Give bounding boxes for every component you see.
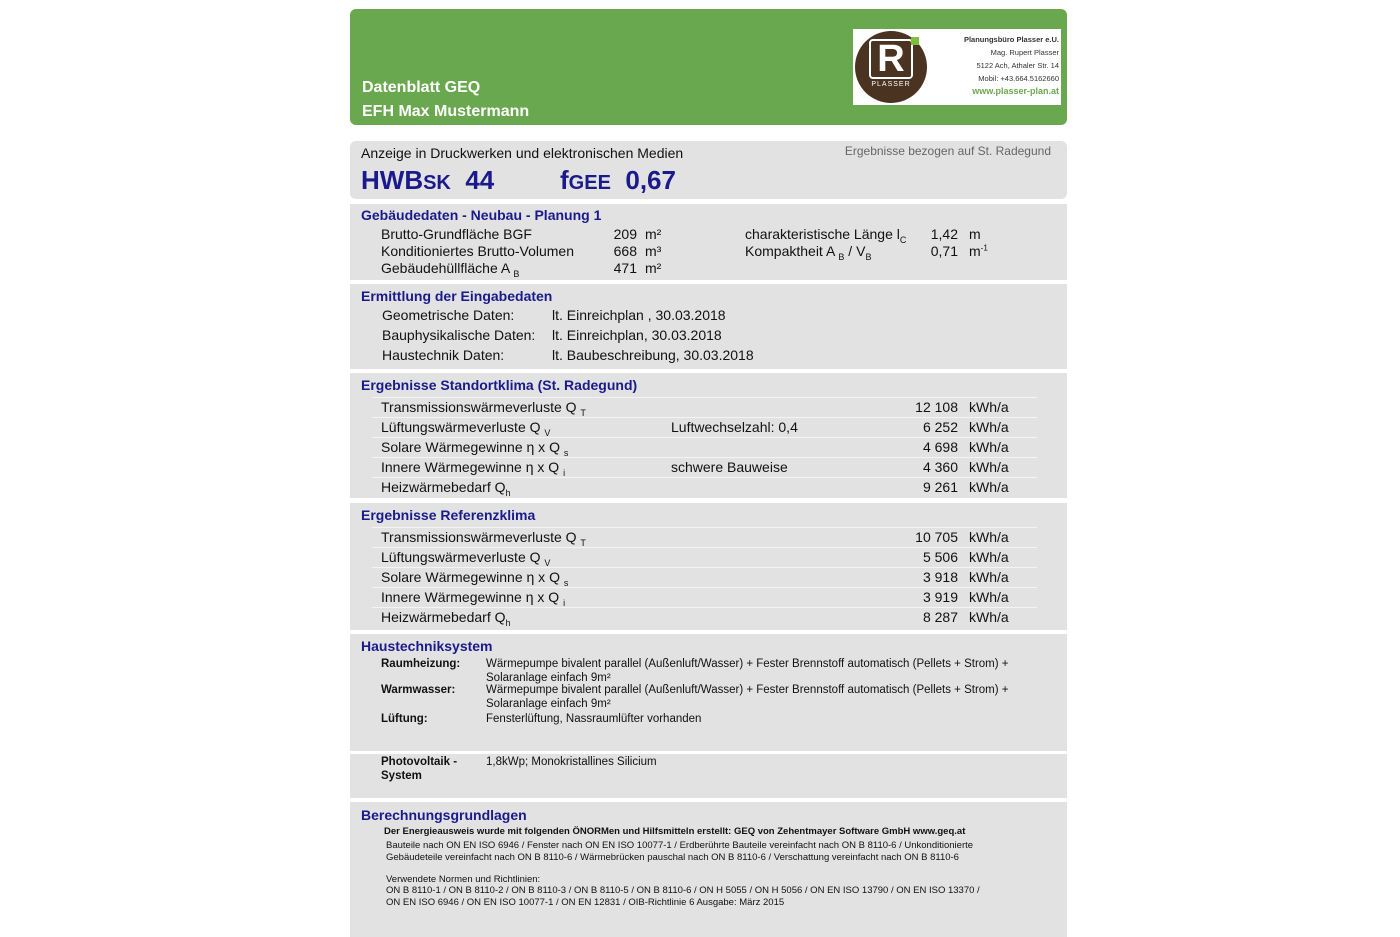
result-row: Solare Wärmegewinne η x Q $_s$ [381, 569, 569, 588]
hwb-indicator: HWBSK 44 [361, 165, 495, 195]
logo-phone: Mobil: +43.664.5162660 [978, 74, 1059, 83]
result-row: Innere Wärmegewinne η x Q $_i$ [381, 589, 566, 608]
berechnungsgrundlagen-section: Berechnungsgrundlagen Der Energieausweis wurde mit folgenden ÖNORMen und Hilfsmitteln erstellt: GEQ von Zehentmayer Software GmbH www.geq.at Bauteile nach ON EN ISO 6946 / Fenster nach ON EN ISO 10077-1 / Erdberührte Bauteile vereinfacht nach ON B 8110-6 / Unkonditionierte Gebäudeteile vereinfacht nach ON B 8110-6 / Wärmebrücken pauschal nach ON B 8110-6 / Verschattung vereinfacht nach ON B 8110-6 Verwendete Normen und Richtlinien: ON B 8110-1 / ON B 8110-2 / ON B 8110-3 / ON B 8110-5 / ON B 8110-6 / ON H 5055 / ON H 5056 / ON EN ISO 13790 / ON EN ISO 13370 / ON EN ISO 6946 / ON EN ISO 10077-1 / ON EN 12831 / OIB-Richtlinie 6 Ausgabe: März 2015 [350, 802, 1067, 937]
section-title: Ermittlung der Eingabedaten [361, 288, 553, 304]
result-row: Innere Wärmegewinne η x Q $_i$ [381, 459, 566, 478]
result-row: Lüftungswärmeverluste Q $_V$ [381, 419, 551, 438]
logo-contact [939, 33, 1059, 98]
section-title: Ergebnisse Referenzklima [361, 507, 536, 523]
section-title: Berechnungsgrundlagen [361, 807, 527, 823]
document-subtitle: EFH Max Mustermann [362, 103, 530, 120]
section-title: Gebäudedaten - Neubau - Planung 1 [361, 207, 602, 223]
gebaeudedaten-section: Gebäudedaten - Neubau - Planung 1 Brutto-Grundfläche BGF 209 m² Konditioniertes Brutto-Volumen 668 m³ Gebäudehüllfläche A $_B$ 471 m² charakteristische Länge $l_C$ 1,42 m Kompaktheit A $_B / V_B$ 0,71 $m^{-1}$ [350, 204, 1067, 280]
standortklima-section: Ergebnisse Standortklima (St. Radegund) Transmissionswärmeverluste Q $_T$ 12 108 kWh/a Lüftungswärmeverluste Q $_V$ Luftwechselzahl: 0,4 6 252 kWh/a Solare Wärmegewinne η x Q $_s$ 4 698 kWh/a Innere Wärmegewinne η x Q $_i$ schwere Bauweise 4 360 kWh/a Heizwärmebedarf $Q_h$ 9 261 kWh/a [350, 373, 1067, 498]
result-row: Heizwärmebedarf $Q_h$ [381, 479, 511, 498]
result-row: Transmissionswärmeverluste Q $_T$ [381, 529, 586, 548]
result-row: Solare Wärmegewinne η x Q $_s$ [381, 439, 569, 458]
logo-website: www.plasser-plan.at [972, 86, 1059, 96]
logo-company: Planungsbüro Plasser e.U. [963, 35, 1059, 44]
logo-emblem-icon: R PLASSER [855, 31, 927, 103]
ergebnisse-note: Ergebnisse bezogen auf St. Radegund [844, 144, 1051, 158]
anzeige-text: Anzeige in Druckwerken und elektronischen Medien [361, 145, 684, 161]
kpi-box [350, 141, 1067, 199]
document-title: Datenblatt GEQ [362, 79, 481, 96]
eingabedaten-section: Ermittlung der Eingabedaten Geometrische Daten: lt. Einreichplan , 30.03.2018 Bauphysikalische Daten: lt. Einreichplan, 30.03.2018 Haustechnik Daten: lt. Baubeschreibung, 30.03.2018 [350, 284, 1067, 369]
header-banner [350, 9, 1067, 125]
fgee-value: 0,67 [625, 165, 676, 195]
photovoltaik-section: Photovoltaik - System 1,8kWp; Monokristallines Silicium [350, 754, 1067, 798]
section-title: Ergebnisse Standortklima (St. Radegund) [361, 377, 638, 393]
result-row: Transmissionswärmeverluste Q $_T$ [381, 399, 586, 418]
datasheet-page [350, 0, 1067, 937]
company-logo [853, 29, 1061, 105]
section-title: Haustechniksystem [361, 638, 493, 654]
logo-person: Mag. Rupert Plasser [990, 48, 1059, 57]
hwb-value: 44 [465, 165, 495, 195]
result-row: Heizwärmebedarf $Q_h$ [381, 609, 511, 628]
fgee-indicator: fGEE 0,67 [560, 165, 676, 195]
haustechnik-section: Haustechniksystem Raumheizung: Wärmepumpe bivalent parallel (Außenluft/Wasser) + Fester Brennstoff automatisch (Pellets + Strom) + Solaranlage einfach 9m² Warmwasser: Wärmepumpe bivalent parallel (Außenluft/Wasser) + Fester Brennstoff automatisch (Pellets + Strom) + Solaranlage einfach 9m² Lüftung: Fensterlüftung, Nassraumlüfter vorhanden [350, 634, 1067, 751]
result-row: Lüftungswärmeverluste Q $_V$ [381, 549, 551, 568]
logo-address: 5122 Ach, Athaler Str. 14 [976, 61, 1059, 70]
referenzklima-section: Ergebnisse Referenzklima Transmissionswärmeverluste Q $_T$ 10 705 kWh/a Lüftungswärmeverluste Q $_V$ 5 506 kWh/a Solare Wärmegewinne η x Q $_s$ 3 918 kWh/a Innere Wärmegewinne η x Q $_i$ 3 919 kWh/a Heizwärmebedarf $Q_h$ 8 287 kWh/a [350, 503, 1067, 630]
